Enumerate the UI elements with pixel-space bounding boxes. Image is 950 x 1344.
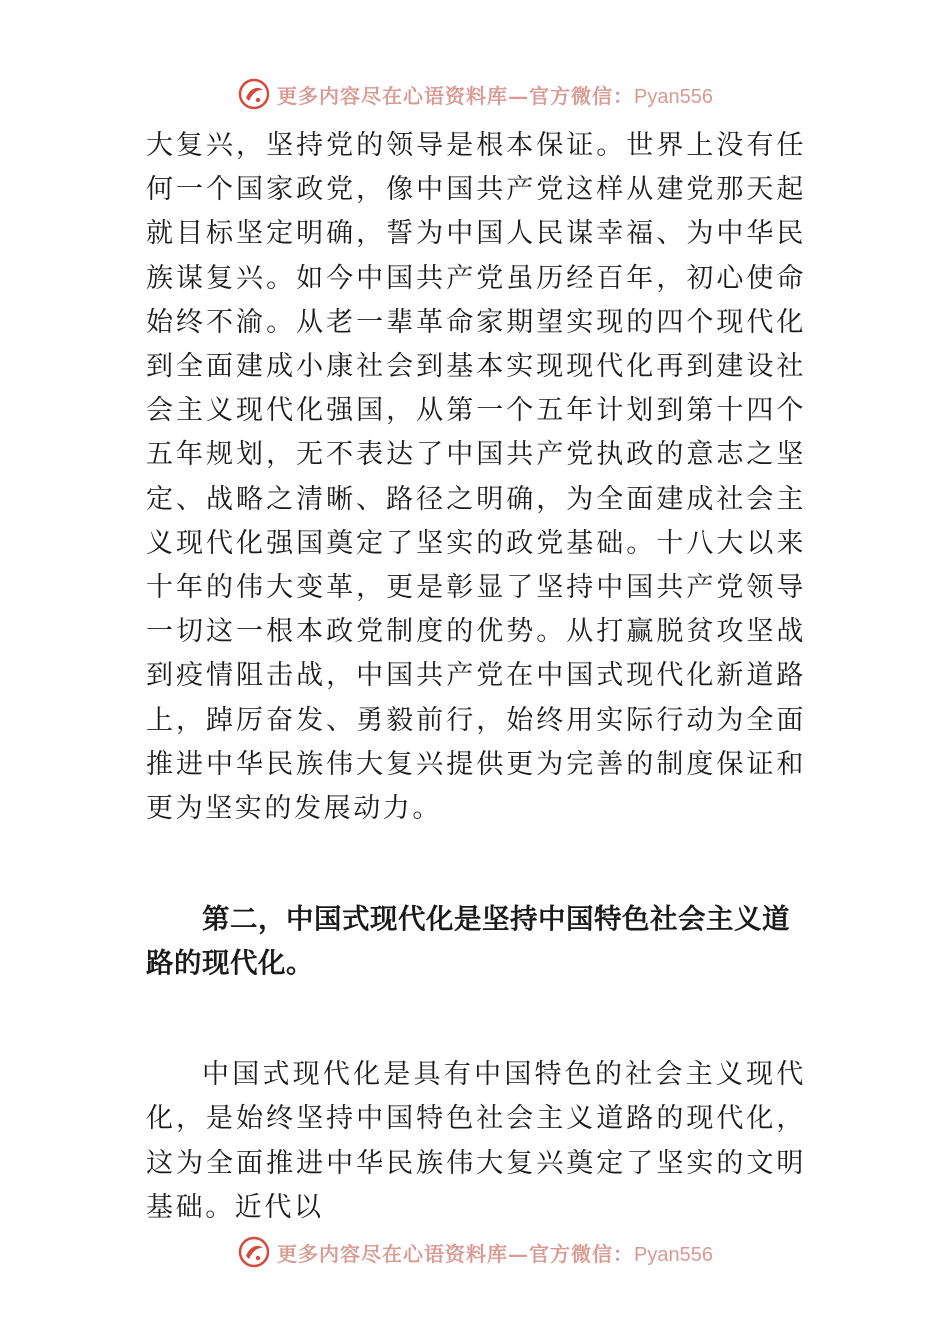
body-paragraph-1: 大复兴，坚持党的领导是根本保证。世界上没有任何一个国家政党，像中国共产党这样从建党那天起就目标坚定明确，誓为中国人民谋幸福、为中华民族谋复兴。如今中国共产党虽历经百年，初心使命始终不渝。从老一辈革命家期望实现的四个现代化到全面建成小康社会到基本实现现代化再到建设社会主义现代化强国，从第一个五年计划到第十四个五年规划，无不表达了中国共产党执政的意志之坚定、战略之清晰、路径之明确，为全面建成社会主义现代化强国奠定了坚实的政党基础。十八大以来十年的伟大变革，更是彰显了坚持中国共产党领导一切这一根本政党制度的优势。从打赢脱贫攻坚战到疫情阻击战，中国共产党在中国式现代化新道路上，踔厉奋发、勇毅前行，始终用实际行动为全面推进中华民族伟大复兴提供更为完善的制度保证和更为坚实的发展动力。 [146,130,806,825]
logo-seal-icon [237,77,271,111]
watermark-wechat-id: Pyan556 [634,1243,713,1266]
watermark-wechat-id: Pyan556 [634,85,713,108]
logo-seal-icon [237,1235,271,1269]
watermark-header [0,74,950,114]
watermark-text: 更多内容尽在心语资料库—官方微信：Pyan556 [277,83,713,108]
watermark-footer [0,1232,950,1272]
document-body [146,124,806,1230]
body-paragraph-2: 中国式现代化是具有中国特色的社会主义现代化，是始终坚持中国特色社会主义道路的现代化，这为全面推进中华民族伟大复兴奠定了坚实的文明基础。近代以 [146,1059,806,1223]
section-heading: 第二，中国式现代化是坚持中国特色社会主义道路的现代化。 [146,903,790,980]
watermark-text: 更多内容尽在心语资料库—官方微信：Pyan556 [277,1241,713,1266]
